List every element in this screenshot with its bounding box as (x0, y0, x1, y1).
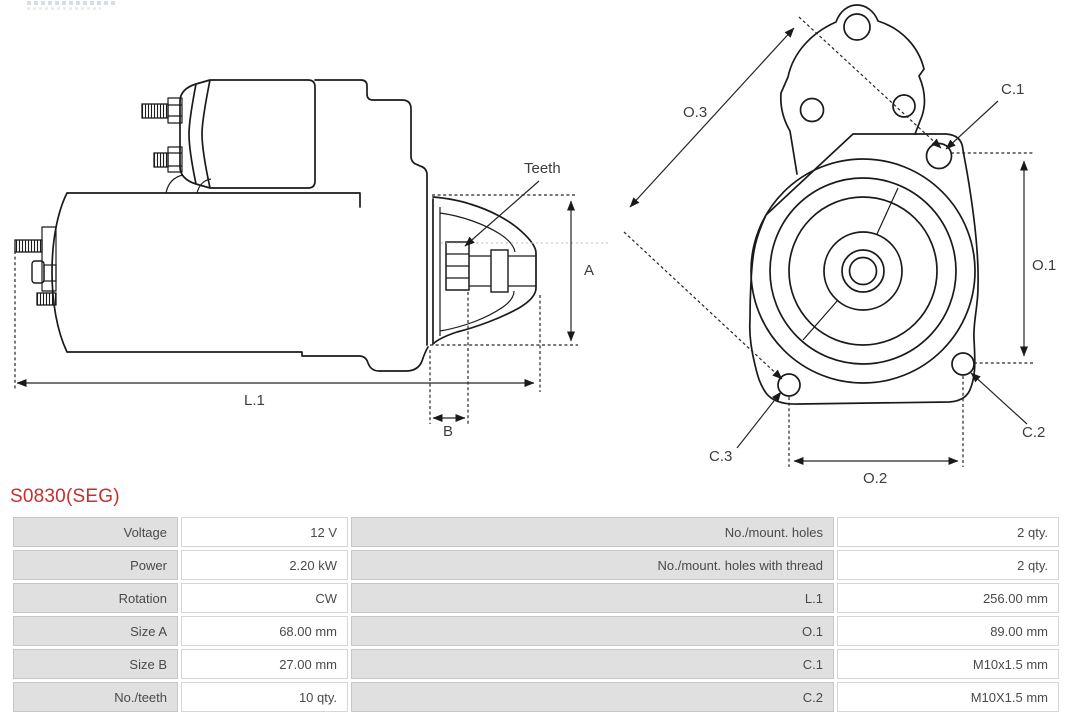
dimension-b (430, 292, 468, 440)
table-row (13, 550, 1059, 580)
dimension-o1 (951, 153, 1056, 363)
spec-value-cell: 2 qty. (837, 517, 1059, 547)
motor-body-outline (52, 193, 428, 371)
spec-label-cell: No./teeth (13, 682, 178, 712)
dim-o2-label: O.2 (863, 470, 888, 487)
solenoid-stud-bottom (154, 147, 182, 172)
spec-label-cell: Rotation (13, 583, 178, 613)
hole-c3 (778, 374, 800, 396)
spec-value-cell: M10X1.5 mm (837, 682, 1059, 712)
dim-a-label: A (584, 262, 595, 279)
spec-label-cell: Voltage (13, 517, 178, 547)
callout-c2 (971, 373, 1045, 441)
spec-label-cell: O.1 (351, 616, 834, 646)
spec-value-cell: 12 V (181, 517, 348, 547)
table-row (13, 682, 1059, 712)
teeth-callout (465, 160, 561, 246)
spec-label-cell: L.1 (351, 583, 834, 613)
spec-label-cell: Power (13, 550, 178, 580)
spec-label-cell: No./mount. holes with thread (351, 550, 834, 580)
spec-label-cell: Size A (13, 616, 178, 646)
spec-value-cell: CW (181, 583, 348, 613)
solenoid-outline (180, 80, 315, 188)
spec-value-cell: M10x1.5 mm (837, 649, 1059, 679)
spec-table (10, 514, 1062, 715)
spec-label-cell: C.2 (351, 682, 834, 712)
hole-c2 (952, 353, 974, 375)
solenoid-face-plate (781, 5, 925, 174)
side-view-drawing (15, 80, 609, 440)
table-row (13, 649, 1059, 679)
front-view-drawing (624, 5, 1056, 487)
spec-value-cell: 2.20 kW (181, 550, 348, 580)
dimension-o2 (789, 376, 963, 487)
dim-b-label: B (443, 423, 454, 440)
spec-value-cell: 27.00 mm (181, 649, 348, 679)
drive-housing-outline (315, 80, 433, 345)
table-row (13, 583, 1059, 613)
dim-c1-label: C.1 (1001, 81, 1025, 98)
spec-label-cell: Size B (13, 649, 178, 679)
solenoid-feet (166, 175, 211, 193)
dim-c3-label: C.3 (709, 448, 733, 465)
dim-c2-label: C.2 (1022, 424, 1046, 441)
spec-value-cell: 89.00 mm (837, 616, 1059, 646)
dim-o3-label: O.3 (683, 104, 708, 121)
pinion-gear (446, 242, 536, 292)
table-row (13, 517, 1059, 547)
spec-value-cell: 2 qty. (837, 550, 1059, 580)
callout-c3 (709, 392, 781, 465)
table-row (13, 616, 1059, 646)
spec-value-cell: 10 qty. (181, 682, 348, 712)
spec-label-cell: C.1 (351, 649, 834, 679)
solenoid-stud-top (142, 98, 182, 123)
spec-value-cell: 68.00 mm (181, 616, 348, 646)
part-number-title: S0830(SEG) (10, 486, 120, 507)
dim-l1-label: L.1 (244, 392, 265, 409)
dim-o1-label: O.1 (1032, 257, 1057, 274)
rear-terminals (15, 227, 56, 305)
spec-label-cell: No./mount. holes (351, 517, 834, 547)
callout-c1 (946, 81, 1024, 149)
teeth-label: Teeth (524, 160, 561, 177)
body-circles (751, 159, 975, 383)
spec-value-cell: 256.00 mm (837, 583, 1059, 613)
